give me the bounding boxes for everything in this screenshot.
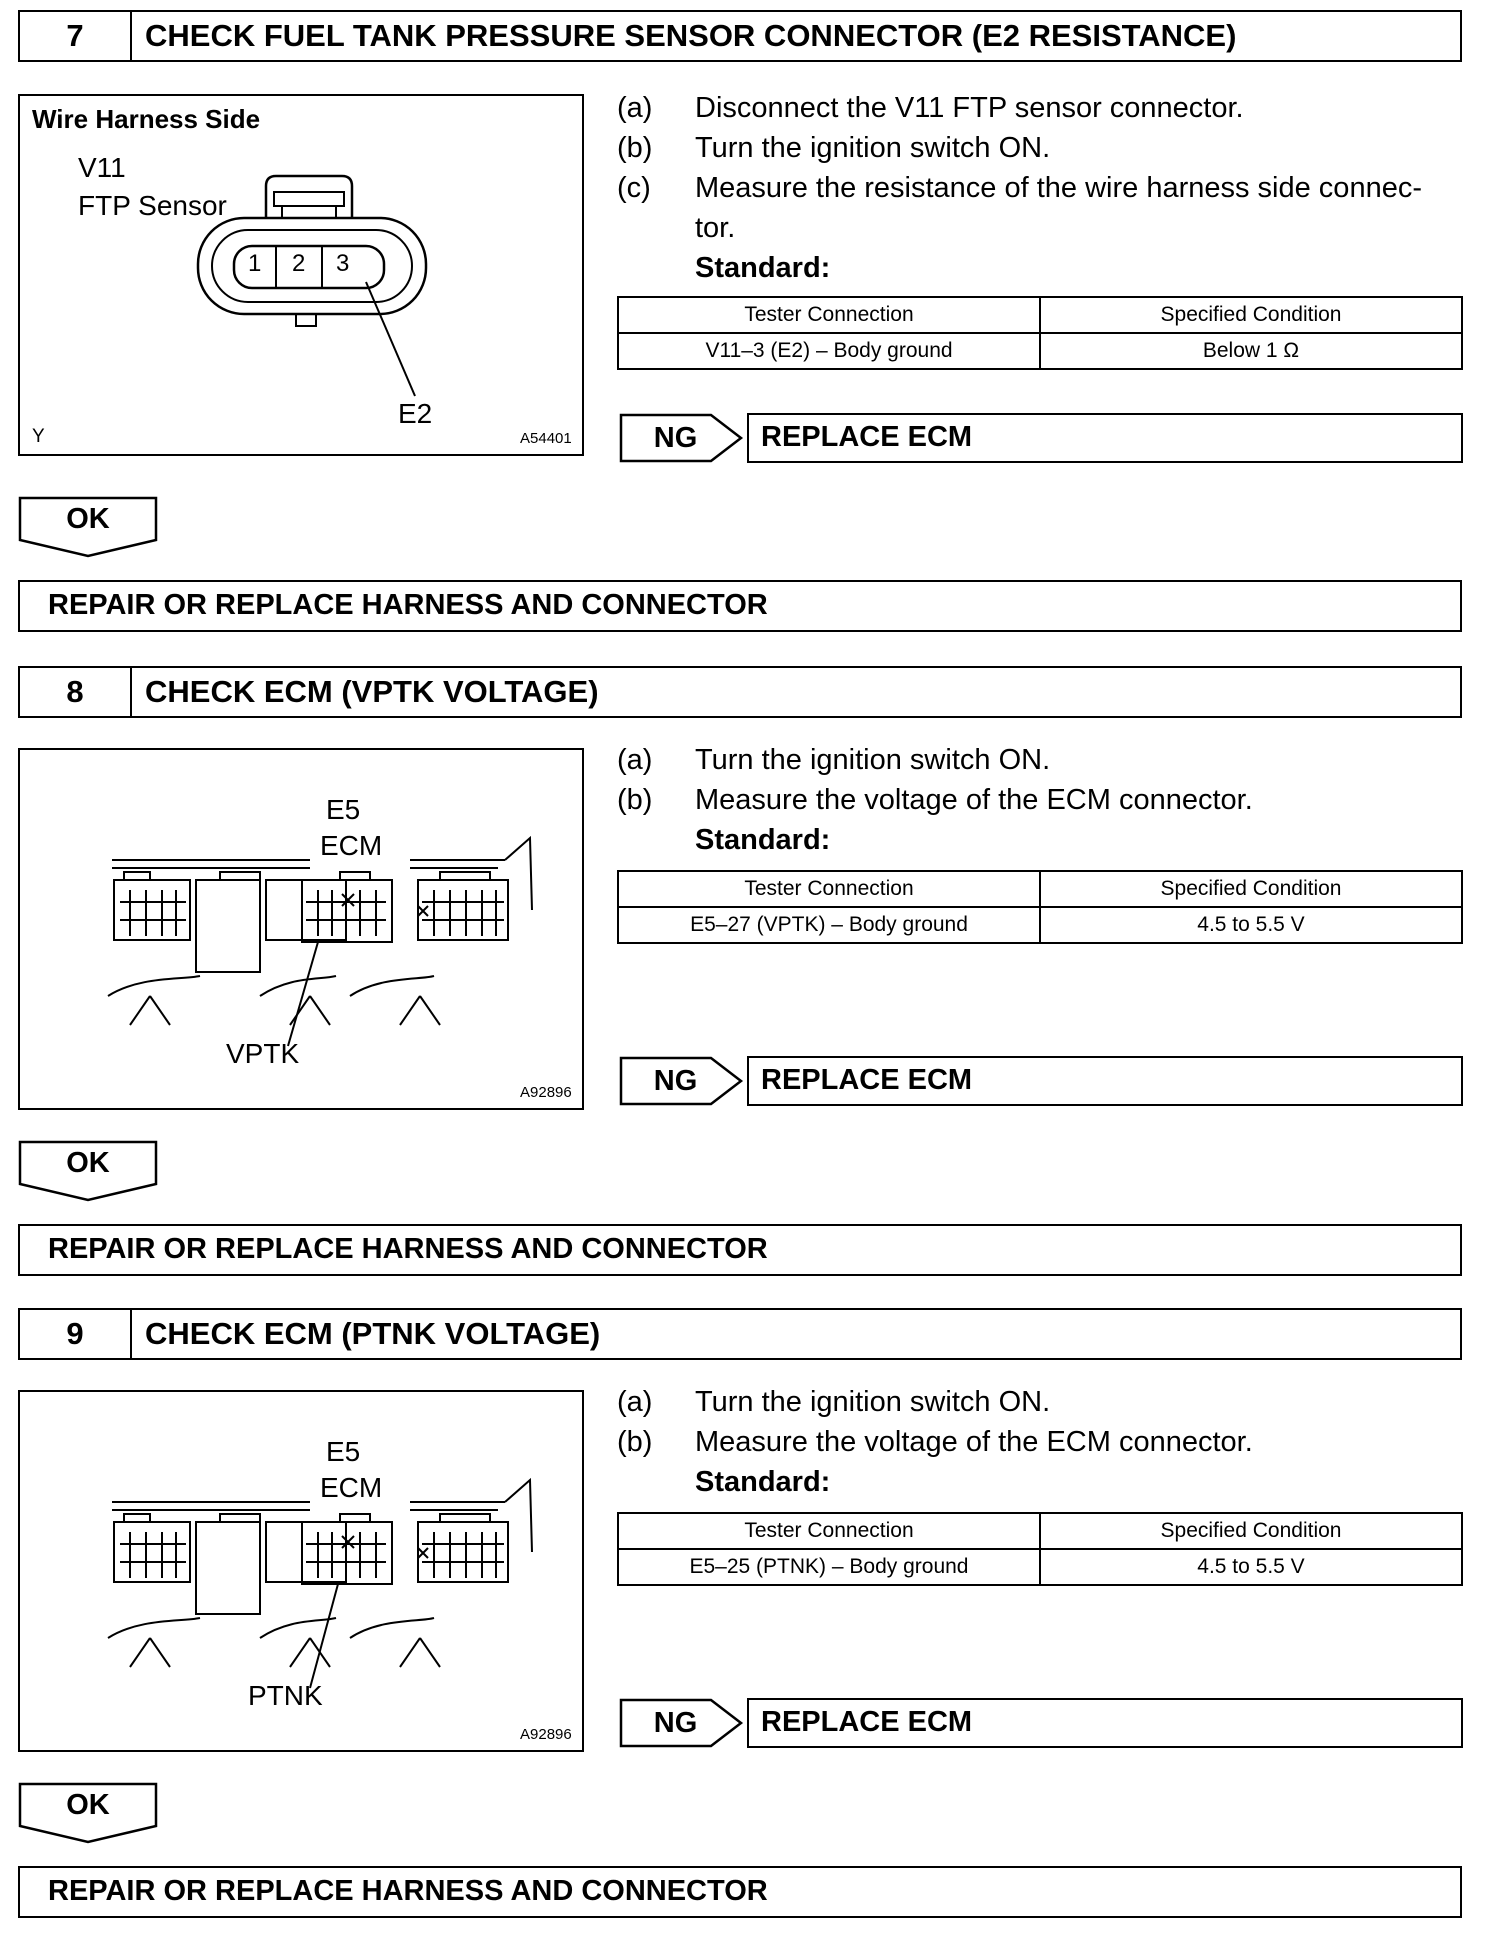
callout-label: VPTK [226, 1038, 300, 1069]
ng-label: NG [653, 1707, 698, 1739]
step-number: 9 [20, 1310, 132, 1358]
table-cell: E5–25 (PTNK) – Body ground [618, 1549, 1040, 1585]
spec-table [617, 1512, 1463, 1586]
spec-table [617, 296, 1463, 370]
callout-label: E2 [398, 398, 433, 429]
table-header-row [618, 297, 1462, 333]
instruction-label: (c) [617, 172, 651, 204]
instruction-text: Turn the ignition switch ON. [695, 1386, 1051, 1418]
instruction-text: Turn the ignition switch ON. [695, 744, 1051, 776]
table-header-row [618, 871, 1462, 907]
step-title: CHECK FUEL TANK PRESSURE SENSOR CONNECTOR (E2 RESISTANCE) [145, 18, 1237, 53]
table-cell: V11–3 (E2) – Body ground [618, 333, 1040, 369]
ng-action: REPLACE ECM [747, 1056, 1463, 1106]
ecm-connector-figure [18, 748, 584, 1110]
instruction-text: Measure the resistance of the wire harness side connec- [695, 172, 1422, 204]
instruction-text: Disconnect the V11 FTP sensor connector. [695, 92, 1244, 124]
ok-branch [18, 496, 158, 560]
instruction-label: (b) [617, 1426, 653, 1458]
table-header-row [618, 1513, 1462, 1549]
repair-box: REPAIR OR REPLACE HARNESS AND CONNECTOR [18, 1224, 1462, 1276]
table-header-cell: Tester Connection [618, 1513, 1040, 1549]
table-row [618, 333, 1462, 369]
pin-label-3: 3 [336, 250, 350, 277]
instruction-label: (b) [617, 784, 653, 816]
ok-branch [18, 1140, 158, 1204]
connector-code: E5 [326, 794, 361, 825]
ok-label: OK [66, 1789, 110, 1821]
step-8-header [18, 666, 1462, 718]
step-9-header [18, 1308, 1462, 1360]
instruction-text: Measure the voltage of the ECM connector. [695, 1426, 1253, 1458]
ok-label: OK [66, 1147, 110, 1179]
figure-id: A92896 [520, 1726, 572, 1743]
ng-action: REPLACE ECM [747, 1698, 1463, 1748]
table-header-cell: Tester Connection [618, 297, 1040, 333]
pin-label-1: 1 [248, 250, 262, 277]
ng-action: REPLACE ECM [747, 413, 1463, 463]
table-row [618, 907, 1462, 943]
step-title: CHECK ECM (VPTK VOLTAGE) [145, 674, 599, 709]
table-row [618, 1549, 1462, 1585]
table-cell: Below 1 Ω [1040, 333, 1462, 369]
instruction-label: (a) [617, 1386, 653, 1418]
instruction-label: (a) [617, 744, 653, 776]
instruction-text: Turn the ignition switch ON. [695, 132, 1051, 164]
connector-code: V11 [78, 152, 126, 183]
step-title: CHECK ECM (PTNK VOLTAGE) [145, 1316, 601, 1351]
standard-label-text: Standard: [695, 824, 831, 856]
ok-label: OK [66, 503, 110, 535]
table-header-cell: Specified Condition [1040, 1513, 1462, 1549]
connector-figure-v11 [18, 94, 584, 456]
standard-label-text: Standard: [695, 1466, 831, 1498]
connector-name: ECM [320, 830, 383, 861]
spec-table [617, 870, 1463, 944]
table-header-cell: Specified Condition [1040, 871, 1462, 907]
ecm-connector-figure [18, 1390, 584, 1752]
connector-name: FTP Sensor [78, 190, 227, 221]
table-header-cell: Tester Connection [618, 871, 1040, 907]
instruction-text: tor. [695, 212, 736, 244]
table-cell: 4.5 to 5.5 V [1040, 907, 1462, 943]
figure-id: A92896 [520, 1084, 572, 1101]
step-number: 8 [20, 668, 132, 716]
corner-label: Y [32, 426, 45, 447]
step-7-header [18, 10, 1462, 62]
table-header-cell: Specified Condition [1040, 297, 1462, 333]
step-number: 7 [20, 12, 132, 60]
repair-box: REPAIR OR REPLACE HARNESS AND CONNECTOR [18, 580, 1462, 632]
connector-code: E5 [326, 1436, 361, 1467]
connector-name: ECM [320, 1472, 383, 1503]
callout-label: PTNK [248, 1680, 323, 1711]
pin-label-2: 2 [292, 250, 306, 277]
ng-label: NG [653, 422, 698, 454]
figure-id: A54401 [520, 430, 572, 447]
ng-label: NG [653, 1065, 698, 1097]
repair-box: REPAIR OR REPLACE HARNESS AND CONNECTOR [18, 1866, 1462, 1918]
table-cell: E5–27 (VPTK) – Body ground [618, 907, 1040, 943]
instruction-label: (a) [617, 92, 653, 124]
standard-label-text: Standard: [695, 252, 831, 284]
table-cell: 4.5 to 5.5 V [1040, 1549, 1462, 1585]
figure-heading: Wire Harness Side [32, 104, 261, 134]
ok-branch [18, 1782, 158, 1846]
ecm-connector-drawing [20, 750, 586, 1112]
instruction-label: (b) [617, 132, 653, 164]
instruction-text: Measure the voltage of the ECM connector. [695, 784, 1253, 816]
